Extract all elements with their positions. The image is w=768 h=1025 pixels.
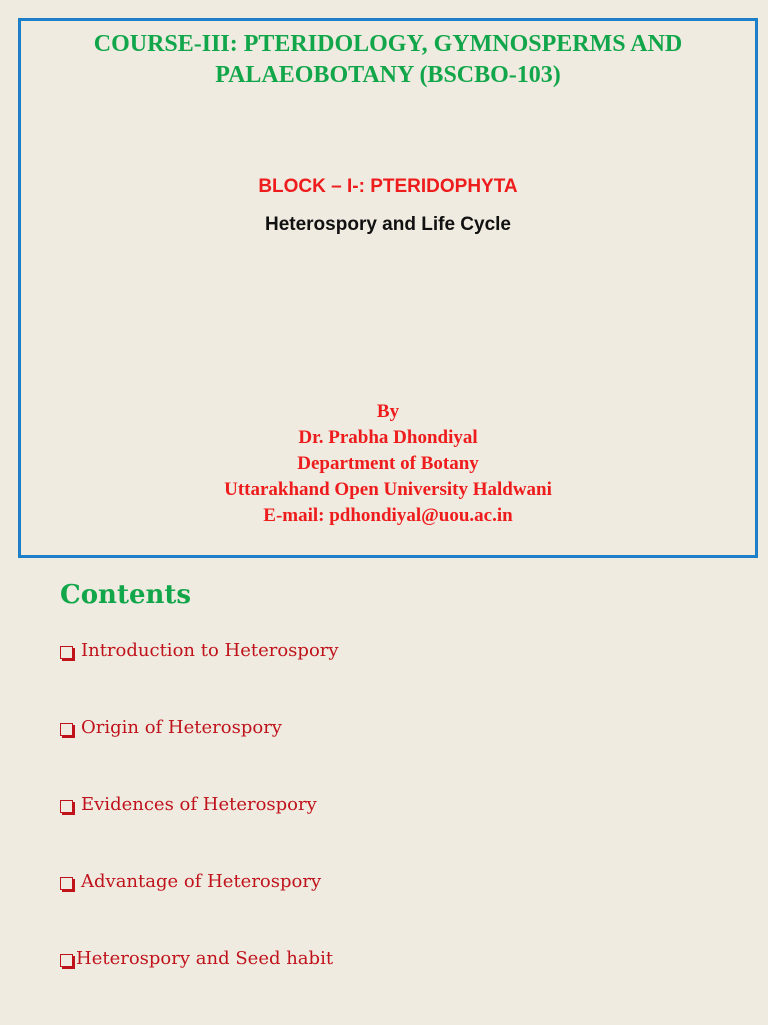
checkbox-icon (60, 723, 73, 736)
list-item-label: Origin of Heterospory (81, 717, 282, 738)
block-title: BLOCK – I-: PTERIDOPHYTA (258, 176, 518, 197)
list-item-label: Advantage of Heterospory (81, 871, 322, 892)
list-item (60, 640, 339, 717)
list-item-label: Heterospory and Seed habit (76, 948, 334, 969)
author-name: Dr. Prabha Dhondiyal (298, 427, 478, 448)
contents-list (60, 640, 339, 1025)
author-university: Uttarakhand Open University Haldwani (224, 479, 552, 500)
list-item (60, 948, 339, 1025)
checkbox-icon (60, 877, 73, 890)
list-item-label: Evidences of Heterospory (81, 794, 317, 815)
course-title-line-2: PALAEOBOTANY (BSCBO-103) (215, 62, 561, 88)
checkbox-icon (60, 646, 73, 659)
checkbox-icon (60, 954, 73, 967)
list-item (60, 717, 339, 794)
sub-title: Heterospory and Life Cycle (264, 214, 512, 235)
list-item (60, 871, 339, 948)
course-title-line-1: COURSE-III: PTERIDOLOGY, GYMNOSPERMS AND (93, 31, 683, 57)
author-by: By (376, 401, 400, 422)
author-block (21, 399, 755, 529)
contents-heading: Contents (60, 580, 192, 610)
checkbox-icon (60, 800, 73, 813)
author-department: Department of Botany (297, 453, 479, 474)
author-email: E-mail: pdhondiyal@uou.ac.in (263, 505, 513, 526)
course-title (21, 29, 755, 91)
list-item (60, 794, 339, 871)
title-box (18, 18, 758, 558)
list-item-label: Introduction to Heterospory (81, 640, 339, 661)
